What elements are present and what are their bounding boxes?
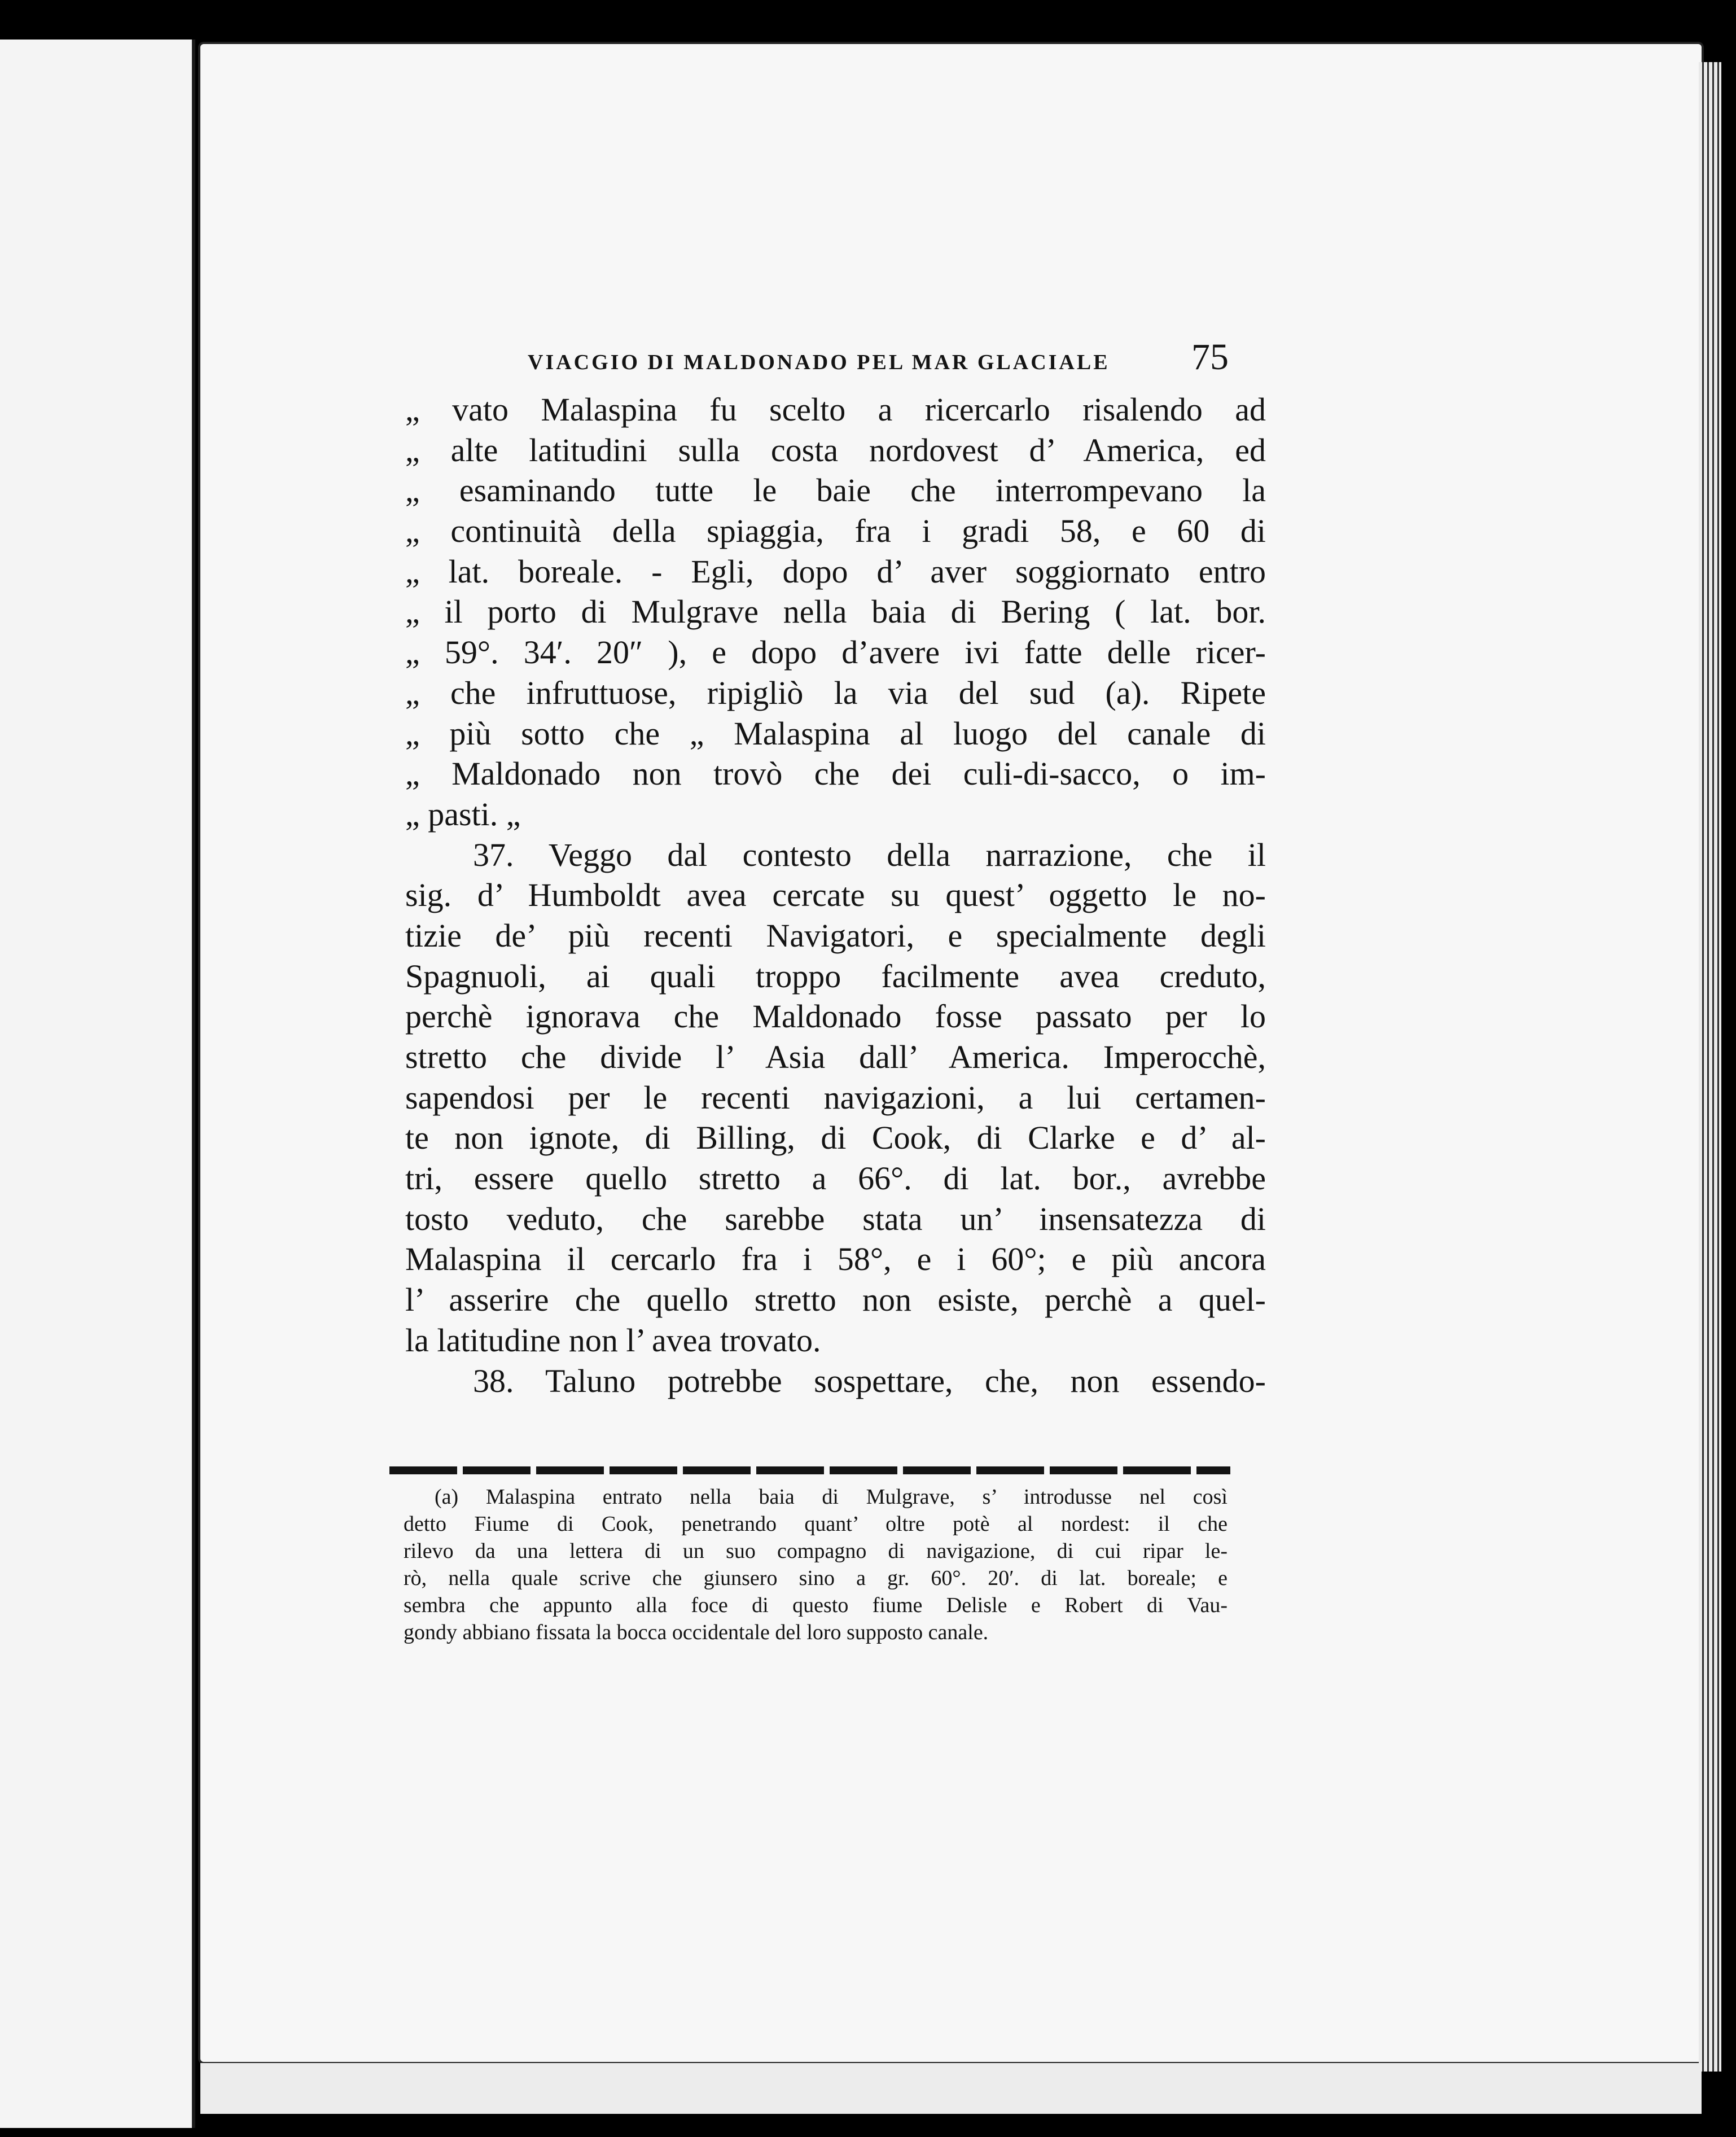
text-line: „ Maldonado non trovò che dei culi-di-sacco, o im- bbox=[405, 755, 1266, 792]
paragraph-38-start: 38. Taluno potrebbe sospettare, che, non essendo- bbox=[473, 1362, 1266, 1399]
footnote-line: sembra che appunto alla foce di questo fiume Delisle e Robert di Vau- bbox=[404, 1593, 1228, 1617]
text-line: „ il porto di Mulgrave nella baia di Bering ( lat. bor. bbox=[405, 593, 1266, 630]
text-line: sapendosi per le recenti navigazioni, a lui certamen- bbox=[405, 1079, 1266, 1116]
text-line: „ lat. boreale. - Egli, dopo d’ aver soggiornato entro bbox=[405, 553, 1266, 590]
page-stack-edge bbox=[1699, 62, 1721, 2072]
text-line: „ 59°. 34′. 20″ ), e dopo d’avere ivi fatte delle ricer- bbox=[405, 634, 1266, 671]
main-text bbox=[405, 389, 1266, 1401]
footnote-line: rilevo da una lettera di un suo compagno di navigazione, di cui ripar le- bbox=[404, 1539, 1228, 1563]
running-head bbox=[528, 336, 1229, 381]
text-line: tizie de’ più recenti Navigatori, e specialmente degli bbox=[405, 917, 1266, 954]
text-line: „ esaminando tutte le baie che interrompevano la bbox=[405, 472, 1266, 509]
running-title: VIACGIO DI MALDONADO PEL MAR GLACIALE bbox=[528, 351, 1110, 374]
page-bottom-margin bbox=[200, 2063, 1702, 2114]
footnote-rule bbox=[389, 1466, 1230, 1474]
facing-page-edge bbox=[0, 40, 195, 2128]
footnote-line: rò, nella quale scrive che giunsero sino a gr. 60°. 20′. di lat. boreale; e bbox=[404, 1566, 1228, 1590]
paragraph-37-start: 37. Veggo dal contesto della narrazione, che il bbox=[473, 836, 1266, 873]
text-line: perchè ignorava che Maldonado fosse passato per lo bbox=[405, 998, 1266, 1035]
text-line: „ alte latitudini sulla costa nordovest d’ America, ed bbox=[405, 431, 1266, 468]
text-line: te non ignote, di Billing, di Cook, di Clarke e d’ al- bbox=[405, 1119, 1266, 1157]
page-number: 75 bbox=[1191, 336, 1229, 378]
footnote-line: gondy abbiano fissata la bocca occidentale del loro supposto canale. bbox=[404, 1621, 989, 1644]
text-line: stretto che divide l’ Asia dall’ America. Imperocchè, bbox=[405, 1039, 1266, 1075]
text-line: „ pasti. „ bbox=[405, 795, 521, 833]
text-line: „ vato Malaspina fu scelto a ricercarlo risalendo ad bbox=[405, 391, 1266, 428]
text-line: Spagnuoli, ai quali troppo facilmente avea creduto, bbox=[405, 957, 1266, 995]
text-line: tri, essere quello stretto a 66°. di lat. bor., avrebbe bbox=[405, 1160, 1266, 1197]
text-line: la latitudine non l’ avea trovato. bbox=[405, 1321, 821, 1359]
text-line: „ continuità della spiaggia, fra i gradi 58, e 60 di bbox=[405, 513, 1266, 550]
footnote-line: (a) Malaspina entrato nella baia di Mulgrave, s’ introdusse nel così bbox=[435, 1485, 1228, 1509]
text-line: l’ asserire che quello stretto non esiste, perchè a quel- bbox=[405, 1281, 1266, 1319]
footnote-line: detto Fiume di Cook, penetrando quant’ oltre potè al nordest: il che bbox=[404, 1512, 1228, 1536]
text-line: „ che infruttuose, ripigliò la via del sud (a). Ripete bbox=[405, 674, 1266, 711]
footnote bbox=[404, 1483, 1228, 1646]
text-line: sig. d’ Humboldt avea cercate su quest’ oggetto le no- bbox=[405, 877, 1266, 914]
text-line: Malaspina il cercarlo fra i 58°, e i 60°; e più ancora bbox=[405, 1241, 1266, 1278]
text-line: „ più sotto che „ Malaspina al luogo del canale di bbox=[405, 715, 1266, 752]
text-line: tosto veduto, che sarebbe stata un’ insensatezza di bbox=[405, 1200, 1266, 1237]
